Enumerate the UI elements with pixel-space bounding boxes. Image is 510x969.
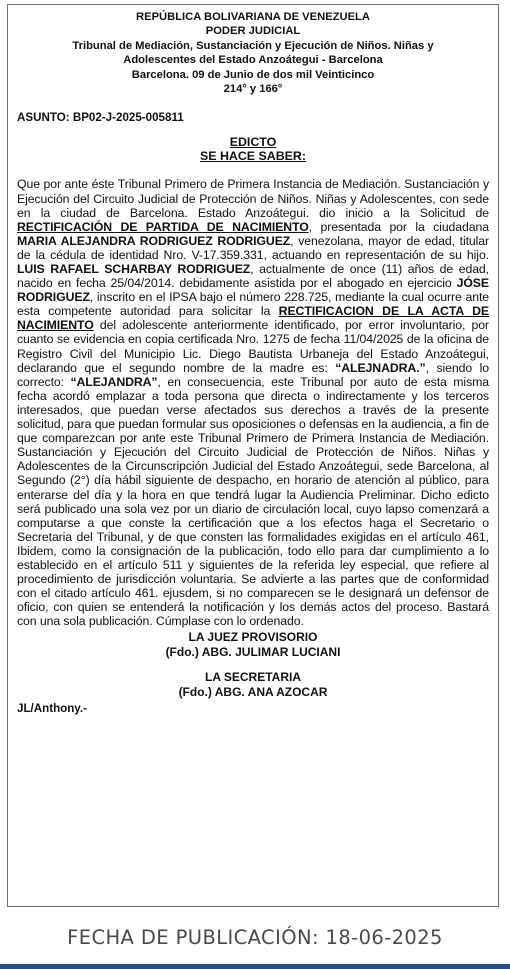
bottom-bar xyxy=(0,964,510,969)
body-text-6: del adolescente anteriormente identificado, por error involuntario, por cuanto se evidencia en copia certificada Nro. 1275 de fecha 11/04/2025 de la oficina de Registro Civil del Municipio Lic. Diego Bautista Urbaneja del Estado Anzoátegui, declarando que el segundo nombre de la madre es: xyxy=(17,318,489,375)
header-tribunal-state: Adolescentes del Estado Anzoátegui - Barcelona xyxy=(123,54,383,67)
edict-title xyxy=(17,135,489,163)
header-judicial-power: PODER JUDICIAL xyxy=(205,25,301,38)
body-text-2: , presentada por la ciudadana xyxy=(308,219,489,234)
edict-body xyxy=(17,177,489,628)
edict-notice xyxy=(7,4,499,907)
header-republic: REPÚBLICA BOLIVARIANA DE VENEZUELA xyxy=(136,11,370,23)
judge-signature xyxy=(17,630,489,659)
edict-subheading: SE HACE SABER: xyxy=(199,149,307,164)
judge-title: LA JUEZ PROVISORIO xyxy=(188,630,318,645)
body-text-8: , en consecuencia, este Tribunal por auto de esta misma fecha acordó emplazar a toda persona que directa o indirectamente y los terceros interesados, que puedan verse afectados sus derechos a través de la presente solicitud, para que puedan formular sus oposiciones o defensas en la audiencia, a fin de que comparezcan por ante este Tribunal Primero de Primera Instancia de Mediación. Sustanciación y Ejecución del Circuito Judicial de Protección de Niños. Niñas y Adolescentes de la Circunscripción Judicial del Estado Anzoátegui, sede Barcelona, al Segundo (2°) día hábil siguiente de despacho, en horario de atención al público, para enterarse del día y la hora en que tendrá lugar la Audiencia Preliminar. Dicho edicto será publicado una sola vez por un diario de circulación local, cuyo lapso comenzará a computarse a que conste la certificación que a los efectos haga el Secretario o Secretaria del Tribunal, y de que consten las formalidades exigidas en el artículo 461, Ibidem, como la consignación de la publicación, todo ello para dar cumplimiento a lo establecido en el artículo 511 y siguientes de la referida ley especial, que refiere al procedimiento de jurisdicción voluntaria. Se advierte a las partes que de conformidad con el citado artículo 461. ejusdem, si no comparecen se le designará un defensor de oficio, con quien se entenderá la notificación y los demás actos del proceso. Bastará con una sola publicación. Cúmplase con lo ordenado. xyxy=(17,374,489,629)
header-date: Barcelona. 09 de Junio de dos mil Veinticinco xyxy=(131,68,375,81)
body-text-3: , venezolana, mayor de edad, titular de la cédula de identidad Nro. V-17.359.331, actuando en representación de su hijo. xyxy=(17,233,489,262)
header-tribunal: Tribunal de Mediación, Sustanciación y Ejecución de Niños. Niñas y xyxy=(72,39,434,52)
secretary-signature xyxy=(17,670,489,699)
body-bold-petitioner: MARIA ALEJANDRA RODRIGUEZ RODRIGUEZ xyxy=(17,233,291,248)
secretary-title: LA SECRETARIA xyxy=(205,670,301,685)
initials: JL/Anthony.- xyxy=(17,702,87,716)
edict-heading: EDICTO xyxy=(229,135,277,150)
body-text-1: Que por ante éste Tribunal Primero de Primera Instancia de Mediación. Sustanciación y Ejecución del Circuito Judicial de Protección de Niños. Niñas y Adolescentes, con sede en la ciudad de Barcelona. Estado Anzoátegui. dio inicio a la Solicitud de xyxy=(17,177,489,220)
body-bold-wrong-name: “ALEJNADRA.” xyxy=(335,360,426,375)
judge-name: (Fdo.) ABG. JULIMAR LUCIANI xyxy=(165,644,341,659)
body-bold-request: RECTIFICACIÓN DE PARTIDA DE NACIMIENTO xyxy=(17,219,309,234)
court-header xyxy=(17,10,489,96)
body-text-5: , inscrito en el IPSA bajo el número 228.725, mediante la cual ocurre ante esta competente autoridad para solicitar la xyxy=(17,290,489,319)
secretary-name: (Fdo.) ABG. ANA AZOCAR xyxy=(178,684,328,699)
publication-date: FECHA DE PUBLICACIÓN: 18-06-2025 xyxy=(67,926,443,949)
body-text-4: , actualmente de once (11) años de edad, nacido en fecha 25/04/2014. debidamente asistida por el abogado en ejercicio xyxy=(17,262,489,291)
header-years: 214° y 166° xyxy=(223,83,283,96)
body-bold-rectification: RECTIFICACION DE LA ACTA DE NACIMIENTO xyxy=(17,304,489,333)
case-number: ASUNTO: BP02-J-2025-005811 xyxy=(17,111,184,125)
body-bold-child: LUIS RAFAEL SCHARBAY RODRIGUEZ xyxy=(17,262,251,276)
body-text-7: , siendo lo correcto: xyxy=(17,360,489,389)
body-bold-correct-name: “ALEJANDRA” xyxy=(70,374,158,389)
body-bold-lawyer: JÓSE RODRIGUEZ xyxy=(17,276,489,305)
